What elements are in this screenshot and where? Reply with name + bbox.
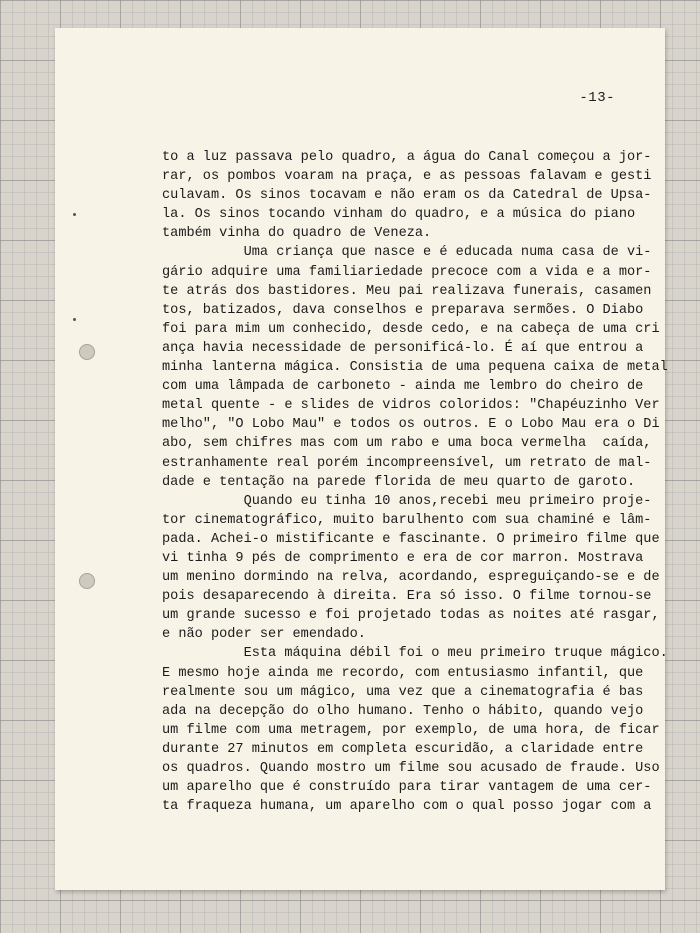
text-line: realmente sou um mágico, uma vez que a cinematografia é bas — [162, 684, 644, 700]
text-line: Esta máquina débil foi o meu primeiro truque mágico. — [162, 646, 668, 662]
text-line: metal quente - e slides de vidros coloridos: "Chapéuzinho Ver — [162, 398, 660, 414]
text-line: e não poder ser emendado. — [162, 627, 366, 643]
text-line: Uma criança que nasce e é educada numa casa de vi- — [162, 245, 652, 261]
text-line: culavam. Os sinos tocavam e não eram os da Catedral de Upsa- — [162, 188, 652, 204]
text-line: vi tinha 9 pés de comprimento e era de cor marron. Mostrava — [162, 550, 644, 566]
text-line: ada na decepção do olho humano. Tenho o hábito, quando vejo — [162, 703, 644, 719]
text-line: estranhamente real porém incompreensível, um retrato de mal- — [162, 455, 652, 471]
punch-hole-lower — [79, 573, 95, 589]
text-line: um grande sucesso e foi projetado todas as noites até rasgar, — [162, 608, 660, 624]
text-line: pois desaparecendo à direita. Era só isso. O filme tornou-se — [162, 589, 652, 605]
text-line: dade e tentação na parede florida de meu quarto de garoto. — [162, 474, 636, 490]
page-number: -13- — [579, 90, 615, 106]
text-line: melho", "O Lobo Mau" e todos os outros. E o Lobo Mau era o Di — [162, 417, 660, 433]
text-line: minha lanterna mágica. Consistia de uma pequena caixa de metal — [162, 360, 668, 376]
document-page — [55, 28, 668, 890]
text-line: la. Os sinos tocando vinham do quadro, e a música do piano — [162, 207, 636, 223]
text-line: gário adquire uma familiariedade precoce com a vida e a mor- — [162, 264, 652, 280]
text-line: foi para mim um conhecido, desde cedo, e na cabeça de uma cri — [162, 321, 660, 337]
margin-mark — [73, 213, 76, 216]
text-line: também vinha do quadro de Veneza. — [162, 226, 432, 242]
body-text — [162, 148, 668, 816]
text-line: um aparelho que é construído para tirar vantagem de uma cer- — [162, 780, 652, 796]
text-line: tor cinematográfico, muito barulhento com sua chaminé e lâm- — [162, 512, 652, 528]
punch-hole-upper — [79, 344, 95, 360]
text-line: pada. Achei-o mistificante e fascinante. O primeiro filme que — [162, 531, 660, 547]
text-line: os quadros. Quando mostro um filme sou acusado de fraude. Uso — [162, 761, 660, 776]
text-line: to a luz passava pelo quadro, a água do Canal começou a jor- — [162, 150, 652, 165]
text-line: rar, os pombos voaram na praça, e as pessoas falavam e gesti — [162, 169, 652, 185]
text-line: com uma lâmpada de carboneto - ainda me lembro do cheiro de — [162, 379, 644, 395]
text-line: um filme com uma metragem, por exemplo, de uma hora, de ficar — [162, 722, 660, 738]
text-line: ta fraqueza humana, um aparelho com o qual posso jogar com a — [162, 799, 652, 815]
text-line: E mesmo hoje ainda me recordo, com entusiasmo infantil, que — [162, 665, 644, 681]
text-line: durante 27 minutos em completa escuridão, a claridade entre — [162, 741, 644, 757]
text-line: te atrás dos bastidores. Meu pai realizava funerais, casamen — [162, 283, 652, 299]
text-line: ança havia necessidade de personificá-lo. É aí que entrou a — [162, 340, 644, 356]
text-line: um menino dormindo na relva, acordando, espreguiçando-se e de — [162, 570, 660, 586]
text-line: abo, sem chifres mas com um rabo e uma boca vermelha caída, — [162, 436, 652, 452]
text-line: tos, batizados, dava conselhos e preparava sermões. O Diabo — [162, 302, 644, 318]
margin-mark — [73, 318, 76, 321]
text-line: Quando eu tinha 10 anos,recebi meu primeiro proje- — [162, 493, 652, 509]
